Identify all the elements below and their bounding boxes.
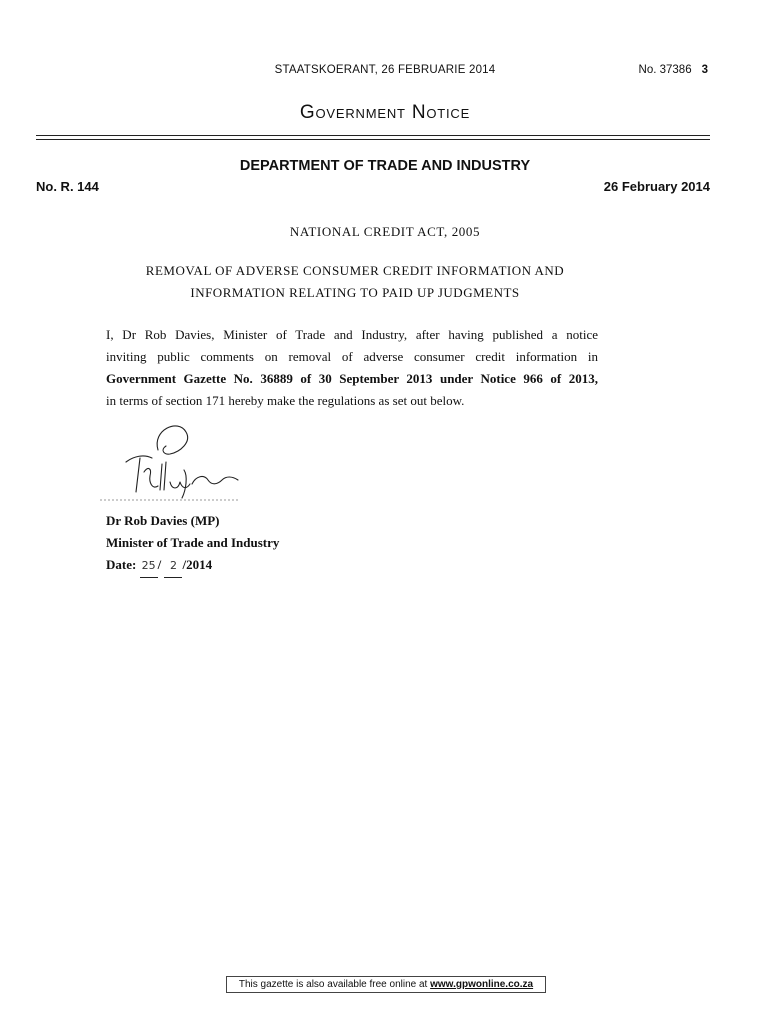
department-title: DEPARTMENT OF TRADE AND INDUSTRY [239,158,531,174]
gazette-number-block [639,64,708,76]
heading-rule-thin [36,139,710,140]
gazette-number: No. 37386 [638,64,692,76]
signature-date [106,554,279,578]
footer-banner [226,976,546,993]
footer-text: This gazette is also available free online at [238,979,428,990]
page-number: 3 [701,64,708,76]
body-line-4: in terms of section 171 hereby make the regulations as set out below. [106,393,465,408]
body-line-1: I, Dr Rob Davies, Minister of Trade and Industry, after having published a notice [106,327,598,342]
regulation-title-line-2: INFORMATION RELATING TO PAID UP JUDGMENTS [190,285,520,300]
regulation-title [0,260,710,304]
section-heading: Government Notice [299,102,471,123]
date-day-handwritten: 25 [140,555,158,578]
signatory-block [106,510,279,578]
date-label: Date: [106,557,137,572]
heading-rule-thick [36,135,710,136]
signatory-title: Minister of Trade and Industry [106,535,280,550]
date-year: /2014 [182,557,213,572]
date-separator: / [157,557,162,572]
signatory-name: Dr Rob Davies (MP) [106,513,220,528]
regulation-title-line-1: REMOVAL OF ADVERSE CONSUMER CREDIT INFORMATION AND [145,263,565,278]
gazette-title: STAATSKOERANT, 26 FEBRUARIE 2014 [274,64,496,76]
body-line-3-gazette-reference: Government Gazette No. 36889 of 30 September 2013 under Notice 966 of 2013, [106,371,598,386]
footer-website-link[interactable]: www.gpwonline.co.za [430,979,534,990]
handwritten-signature [100,410,250,510]
notice-body [106,324,598,412]
body-line-2: inviting public comments on removal of adverse consumer credit information in [106,349,598,364]
act-title: NATIONAL CREDIT ACT, 2005 [289,224,481,239]
date-month-handwritten: 2 [164,555,182,578]
notice-number: No. R. 144 [36,179,99,194]
notice-date: 26 February 2014 [603,179,710,194]
